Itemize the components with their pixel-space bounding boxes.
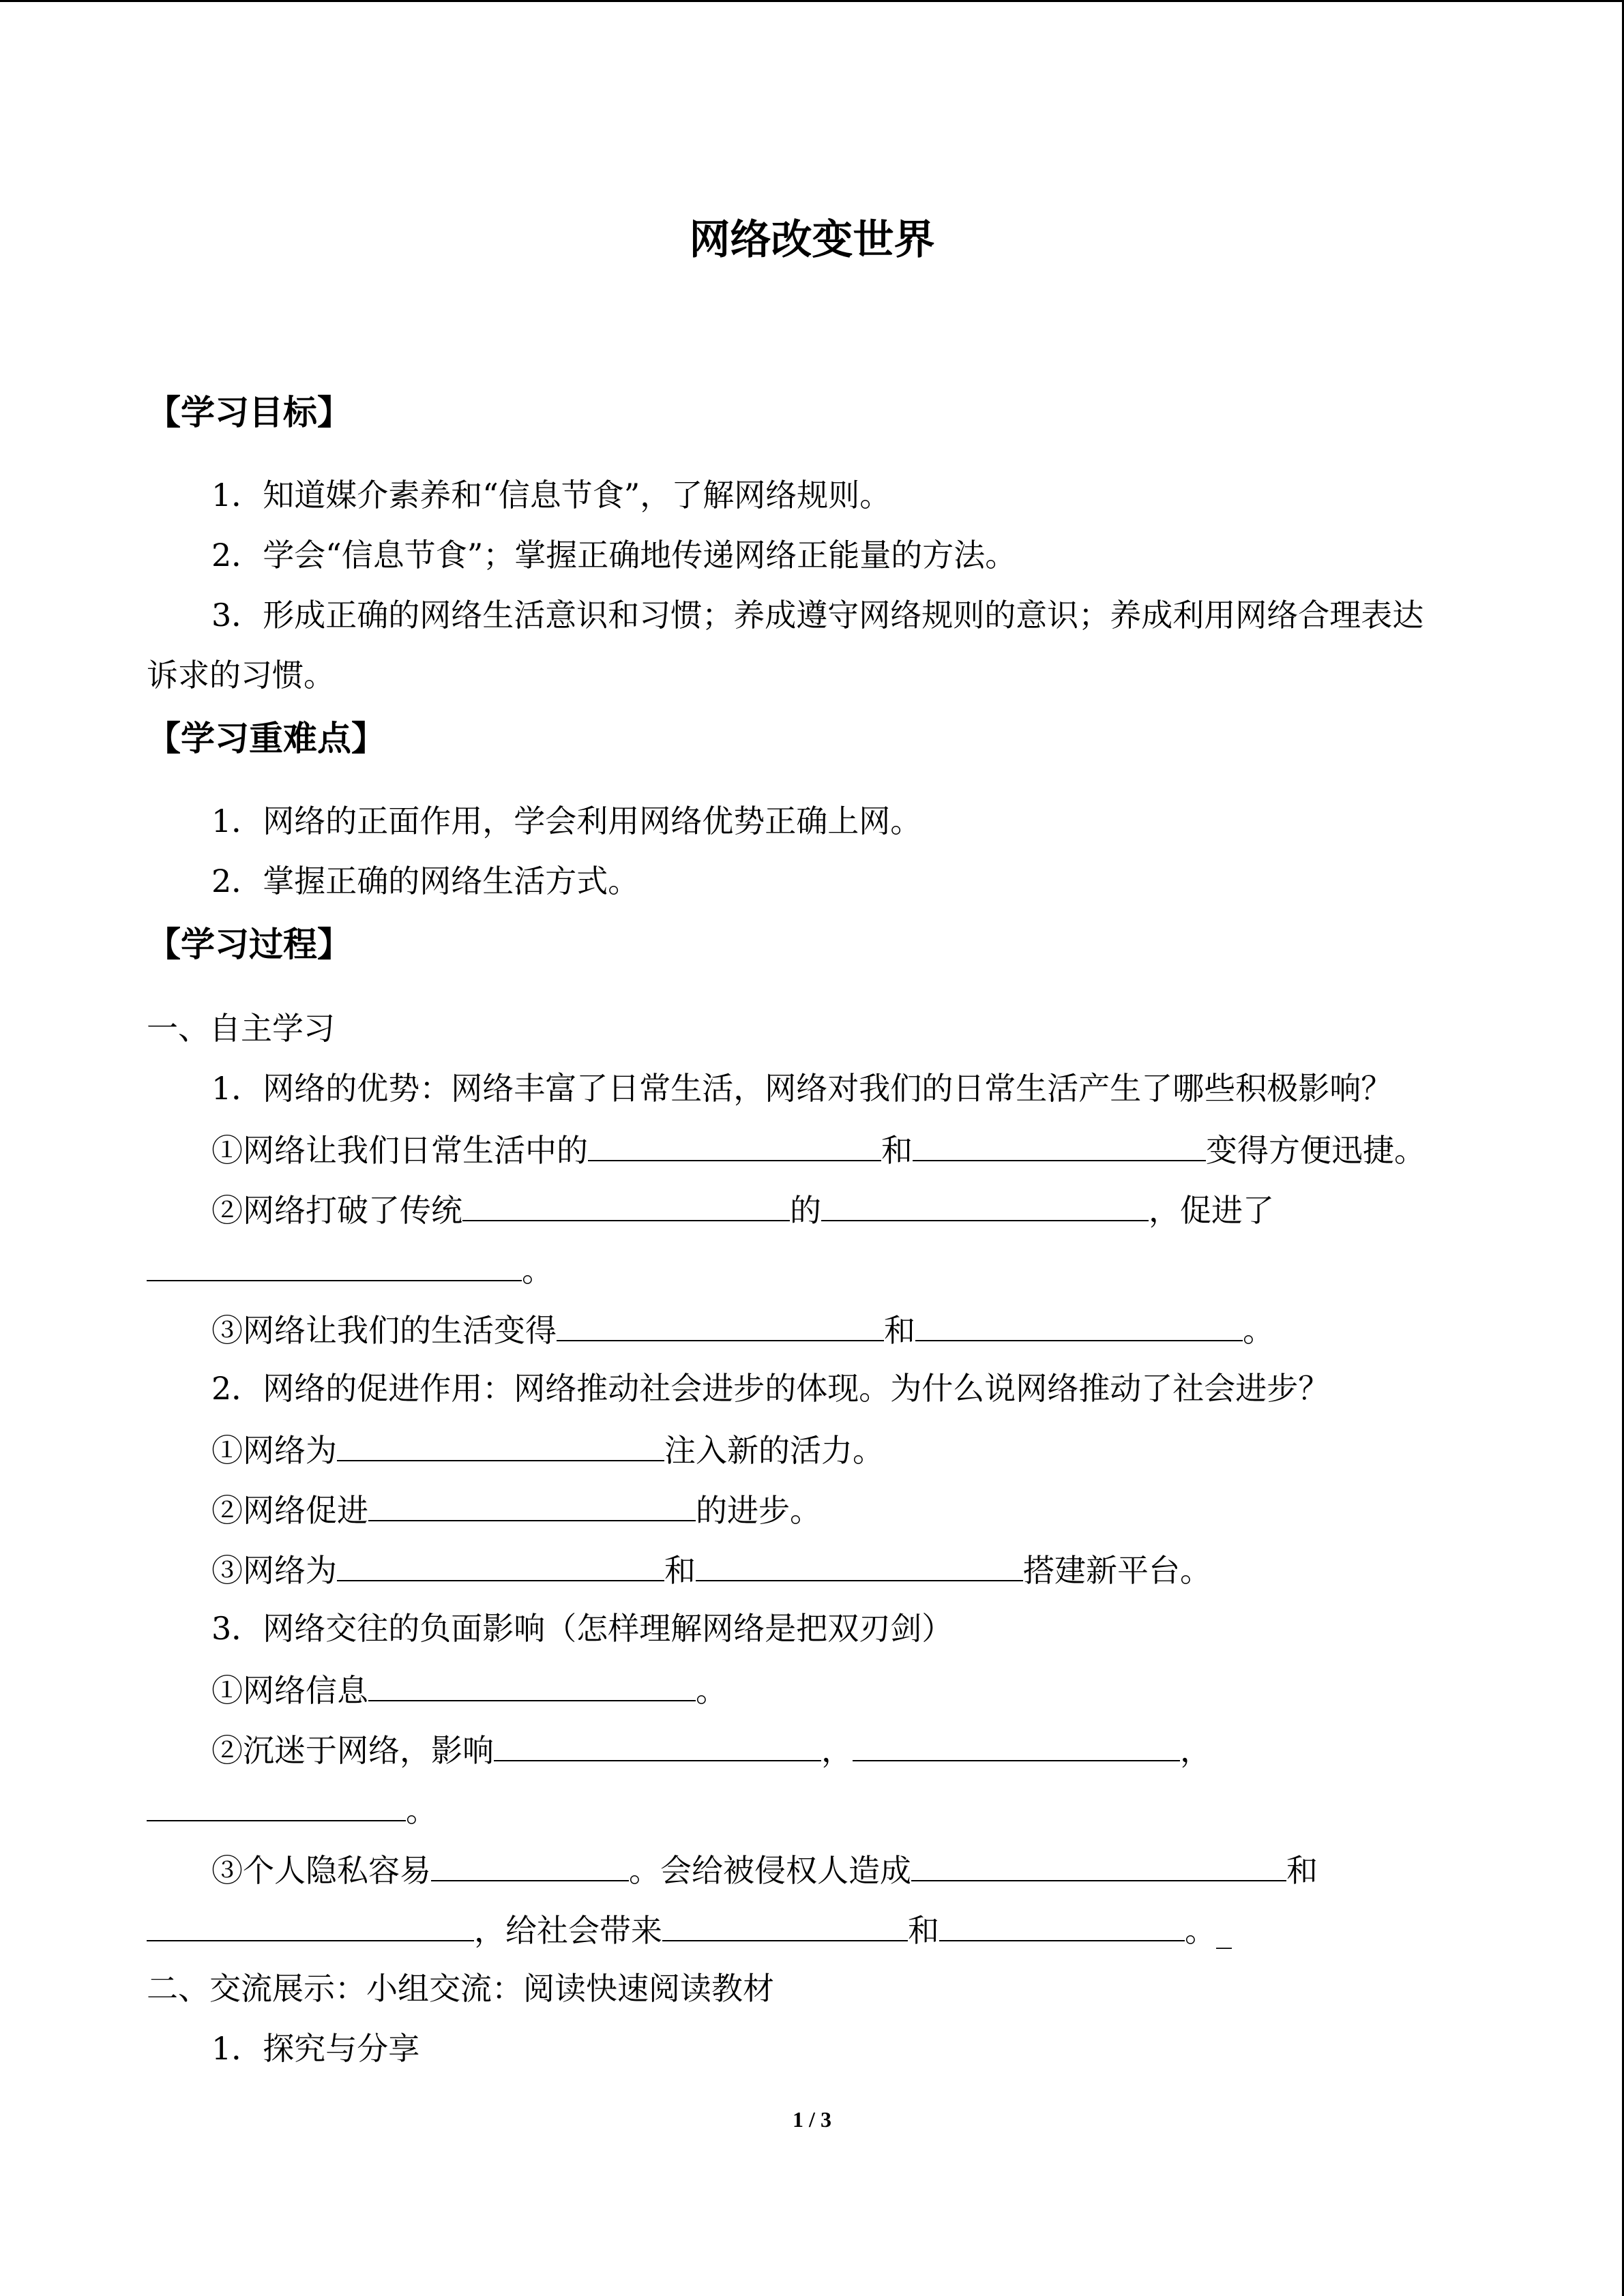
part-1-heading: 一、自主学习 <box>147 1010 335 1047</box>
text-fragment: 和 <box>884 1312 915 1349</box>
document-title: 网络改变世界 <box>689 216 935 264</box>
question-3-item-3-continued <box>147 1912 1232 1949</box>
goal-item-3-line-2: 诉求的习惯。 <box>147 657 335 694</box>
text-fragment: 的进步。 <box>696 1492 821 1529</box>
text-fragment: 搭建新平台。 <box>1023 1552 1211 1589</box>
text-fragment: ②网络打破了传统 <box>211 1192 462 1229</box>
question-1: 1．网络的优势：网络丰富了日常生活，网络对我们的日常生活产生了哪些积极影响？ <box>211 1070 1393 1107</box>
fill-blank[interactable] <box>147 1793 406 1821</box>
question-3-item-1 <box>211 1672 727 1709</box>
question-1-item-1 <box>211 1132 1426 1169</box>
question-2: 2．网络的促进作用：网络推动社会进步的体现。为什么说网络推动了社会进步？ <box>211 1370 1330 1407</box>
fill-blank[interactable] <box>368 1673 696 1701</box>
fill-blank[interactable] <box>337 1553 664 1581</box>
section-heading-goals: 【学习目标】 <box>147 393 351 432</box>
goal-item-1: 1．知道媒介素养和“信息节食”，了解网络规则。 <box>211 477 891 513</box>
fill-blank[interactable] <box>368 1493 696 1521</box>
question-1-item-2-continued <box>147 1252 553 1289</box>
fill-blank[interactable] <box>494 1733 821 1761</box>
fill-blank[interactable] <box>662 1913 908 1941</box>
text-fragment: ， <box>821 1732 853 1769</box>
text-fragment: 和 <box>908 1912 939 1949</box>
text-fragment: ③网络让我们的生活变得 <box>211 1312 557 1349</box>
question-1-item-3 <box>211 1312 1274 1349</box>
fill-blank[interactable] <box>853 1733 1180 1761</box>
text-fragment: ③网络为 <box>211 1552 337 1589</box>
text-fragment: 。 <box>1243 1312 1274 1349</box>
part-2-heading: 二、交流展示：小组交流：阅读快速阅读教材 <box>147 1970 774 2007</box>
text-fragment: ③个人隐私容易 <box>211 1852 431 1889</box>
text-fragment: ②网络促进 <box>211 1492 368 1529</box>
fill-blank[interactable] <box>915 1313 1243 1341</box>
text-fragment: 。 <box>522 1252 553 1289</box>
fill-blank[interactable] <box>913 1133 1206 1161</box>
fill-blank[interactable] <box>147 1253 522 1281</box>
page-border-top <box>0 0 1624 2</box>
question-3-item-2 <box>211 1732 1211 1769</box>
goal-item-3-line-1: 3．形成正确的网络生活意识和习惯；养成遵守网络规则的意识；养成利用网络合理表达 <box>211 597 1424 633</box>
fill-blank[interactable] <box>911 1853 1286 1881</box>
question-2-item-1 <box>211 1432 884 1469</box>
section-heading-process: 【学习过程】 <box>147 925 351 964</box>
section-heading-keypoints: 【学习重难点】 <box>147 719 385 758</box>
text-fragment: ①网络信息 <box>211 1672 368 1709</box>
question-2-item-3 <box>211 1552 1211 1589</box>
page-number: 1 / 3 <box>793 2107 831 2132</box>
fill-blank[interactable] <box>337 1433 664 1461</box>
keypoint-item-2: 2．掌握正确的网络生活方式。 <box>211 863 640 899</box>
question-3-item-2-continued <box>147 1792 437 1829</box>
question-3-item-3 <box>211 1852 1318 1889</box>
text-fragment: ，促进了 <box>1149 1192 1274 1229</box>
question-3: 3．网络交往的负面影响（怎样理解网络是把双刃剑） <box>211 1610 954 1647</box>
text-fragment: 。会给被侵权人造成 <box>629 1852 911 1889</box>
fill-blank[interactable] <box>939 1913 1185 1941</box>
text-fragment: ， <box>1180 1732 1211 1769</box>
part-2-item-1: 1．探究与分享 <box>211 2030 420 2067</box>
text-fragment: ②沉迷于网络，影响 <box>211 1732 494 1769</box>
fill-blank[interactable] <box>557 1313 884 1341</box>
question-1-item-2 <box>211 1192 1274 1229</box>
text-fragment: 。_ <box>1185 1912 1232 1949</box>
text-fragment: 。 <box>696 1672 727 1709</box>
text-fragment: 和 <box>881 1132 913 1169</box>
text-fragment: ，给社会带来 <box>474 1912 662 1949</box>
text-fragment: 的 <box>790 1192 821 1229</box>
fill-blank[interactable] <box>588 1133 881 1161</box>
text-fragment: 和 <box>1286 1852 1318 1889</box>
text-fragment: 变得方便迅捷。 <box>1206 1132 1426 1169</box>
fill-blank[interactable] <box>696 1553 1023 1581</box>
question-2-item-2 <box>211 1492 821 1529</box>
fill-blank[interactable] <box>147 1913 474 1941</box>
fill-blank[interactable] <box>821 1193 1149 1221</box>
text-fragment: 。 <box>406 1792 437 1829</box>
text-fragment: 和 <box>664 1552 696 1589</box>
fill-blank[interactable] <box>431 1853 629 1881</box>
text-fragment: ①网络让我们日常生活中的 <box>211 1132 588 1169</box>
goal-item-2: 2．学会“信息节食”；掌握正确地传递网络正能量的方法。 <box>211 537 1017 573</box>
text-fragment: ①网络为 <box>211 1432 337 1469</box>
fill-blank[interactable] <box>462 1193 790 1221</box>
keypoint-item-1: 1．网络的正面作用，学会利用网络优势正确上网。 <box>211 803 922 839</box>
text-fragment: 注入新的活力。 <box>664 1432 884 1469</box>
